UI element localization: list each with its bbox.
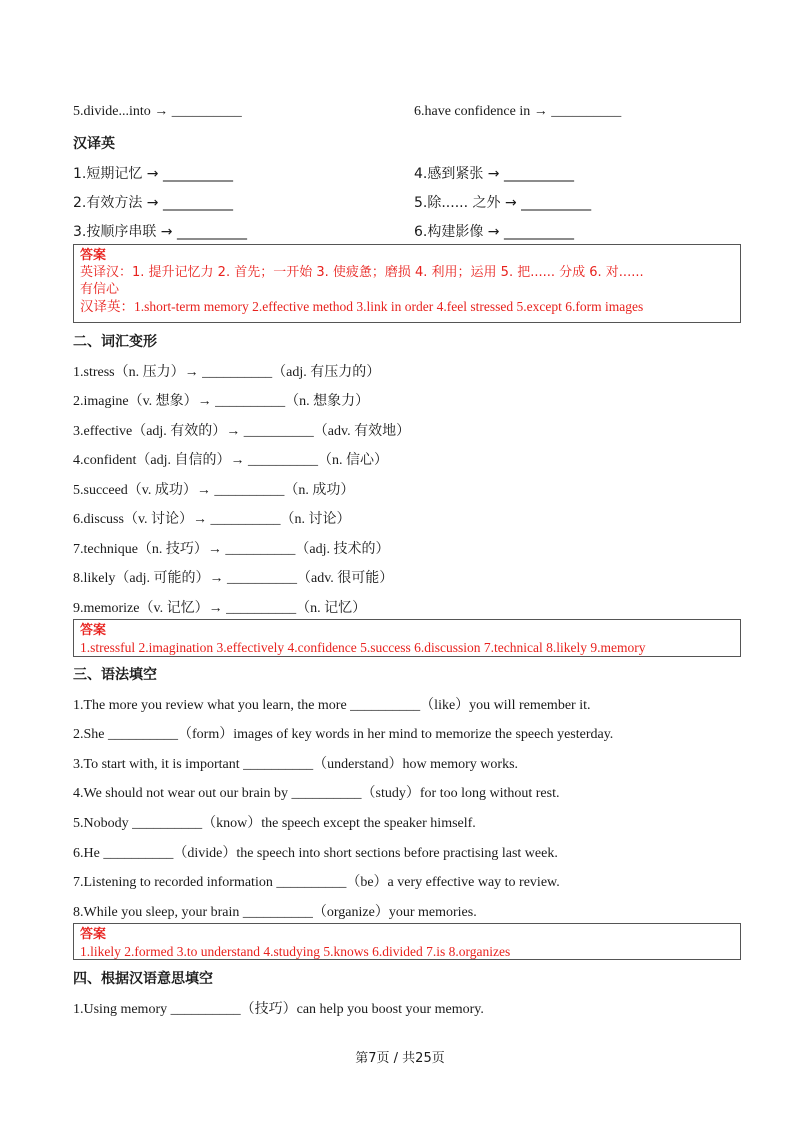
exercise-item: 4.We should not wear out our brain by __________（study）for too long without rest. [73, 786, 560, 801]
exercise-item: 6.He __________（divide）the speech into short sections before practising last week. [73, 846, 558, 861]
answer-line: 有信心 [80, 282, 120, 297]
exercise-item: 3.按顺序串联 → __________ [73, 224, 247, 240]
answer-title: 答案 [80, 623, 107, 638]
exercise-item: 7.technique（n. 技巧）→ __________（adj. 技术的） [73, 542, 390, 557]
section-heading: 二、词汇变形 [73, 334, 157, 350]
exercise-item: 1.stress（n. 压力）→ __________（adj. 有压力的） [73, 365, 381, 380]
exercise-item: 3.effective（adj. 有效的）→ __________（adv. 有效地） [73, 424, 411, 439]
exercise-item: 6.discuss（v. 讨论）→ __________（n. 讨论） [73, 512, 351, 527]
answer-line: 1.stressful 2.imagination 3.effectively 4.confidence 5.success 6.discussion 7.technical 8.likely 9.memory [80, 640, 646, 655]
section-heading: 汉译英 [73, 136, 115, 152]
exercise-item: 6.构建影像 → __________ [414, 224, 574, 240]
exercise-item: 1.The more you review what you learn, the more __________（like）you will remember it. [73, 698, 591, 713]
page-number: 第7页 / 共25页 [355, 1051, 445, 1066]
exercise-item: 5.divide...into → __________ [73, 104, 242, 119]
exercise-item: 5.除...... 之外 → __________ [414, 195, 592, 211]
answer-line: 汉译英：1.short-term memory 2.effective method 3.link in order 4.feel stressed 5.except 6.form images [80, 299, 644, 314]
answer-box [73, 244, 741, 323]
answer-title: 答案 [80, 248, 107, 263]
exercise-item: 2.有效方法 → __________ [73, 195, 233, 211]
exercise-item: 6.have confidence in → __________ [414, 104, 622, 119]
answer-title: 答案 [80, 927, 107, 942]
section-heading: 四、根据汉语意思填空 [73, 971, 213, 987]
exercise-item: 7.Listening to recorded information __________（be）a very effective way to review. [73, 875, 560, 890]
exercise-item: 4.confident（adj. 自信的）→ __________（n. 信心） [73, 453, 388, 468]
exercise-item: 2.imagine（v. 想象）→ __________（n. 想象力） [73, 394, 370, 409]
answer-line: 英译汉：1. 提升记忆力 2. 首先；一开始 3. 使疲惫；磨损 4. 利用；运用 5. 把...... 分成 6. 对...... [80, 265, 644, 280]
exercise-item: 9.memorize（v. 记忆）→ __________（n. 记忆） [73, 601, 367, 616]
exercise-item: 4.感到紧张 → __________ [414, 166, 574, 182]
exercise-item: 5.succeed（v. 成功）→ __________（n. 成功） [73, 483, 355, 498]
exercise-item: 1.短期记忆 → __________ [73, 166, 233, 182]
answer-line: 1.likely 2.formed 3.to understand 4.studying 5.knows 6.divided 7.is 8.organizes [80, 944, 511, 959]
exercise-item: 1.Using memory __________（技巧）can help you boost your memory. [73, 1002, 484, 1017]
exercise-item: 5.Nobody __________（know）the speech except the speaker himself. [73, 816, 476, 831]
answer-box [73, 619, 741, 657]
section-heading: 三、语法填空 [73, 667, 157, 683]
exercise-item: 3.To start with, it is important __________（understand）how memory works. [73, 757, 519, 772]
exercise-item: 8.likely（adj. 可能的）→ __________（adv. 很可能） [73, 571, 394, 586]
answer-box [73, 923, 741, 960]
exercise-item: 8.While you sleep, your brain __________（organize）your memories. [73, 905, 477, 920]
exercise-item: 2.She __________（form）images of key words in her mind to memorize the speech yesterday. [73, 727, 614, 742]
